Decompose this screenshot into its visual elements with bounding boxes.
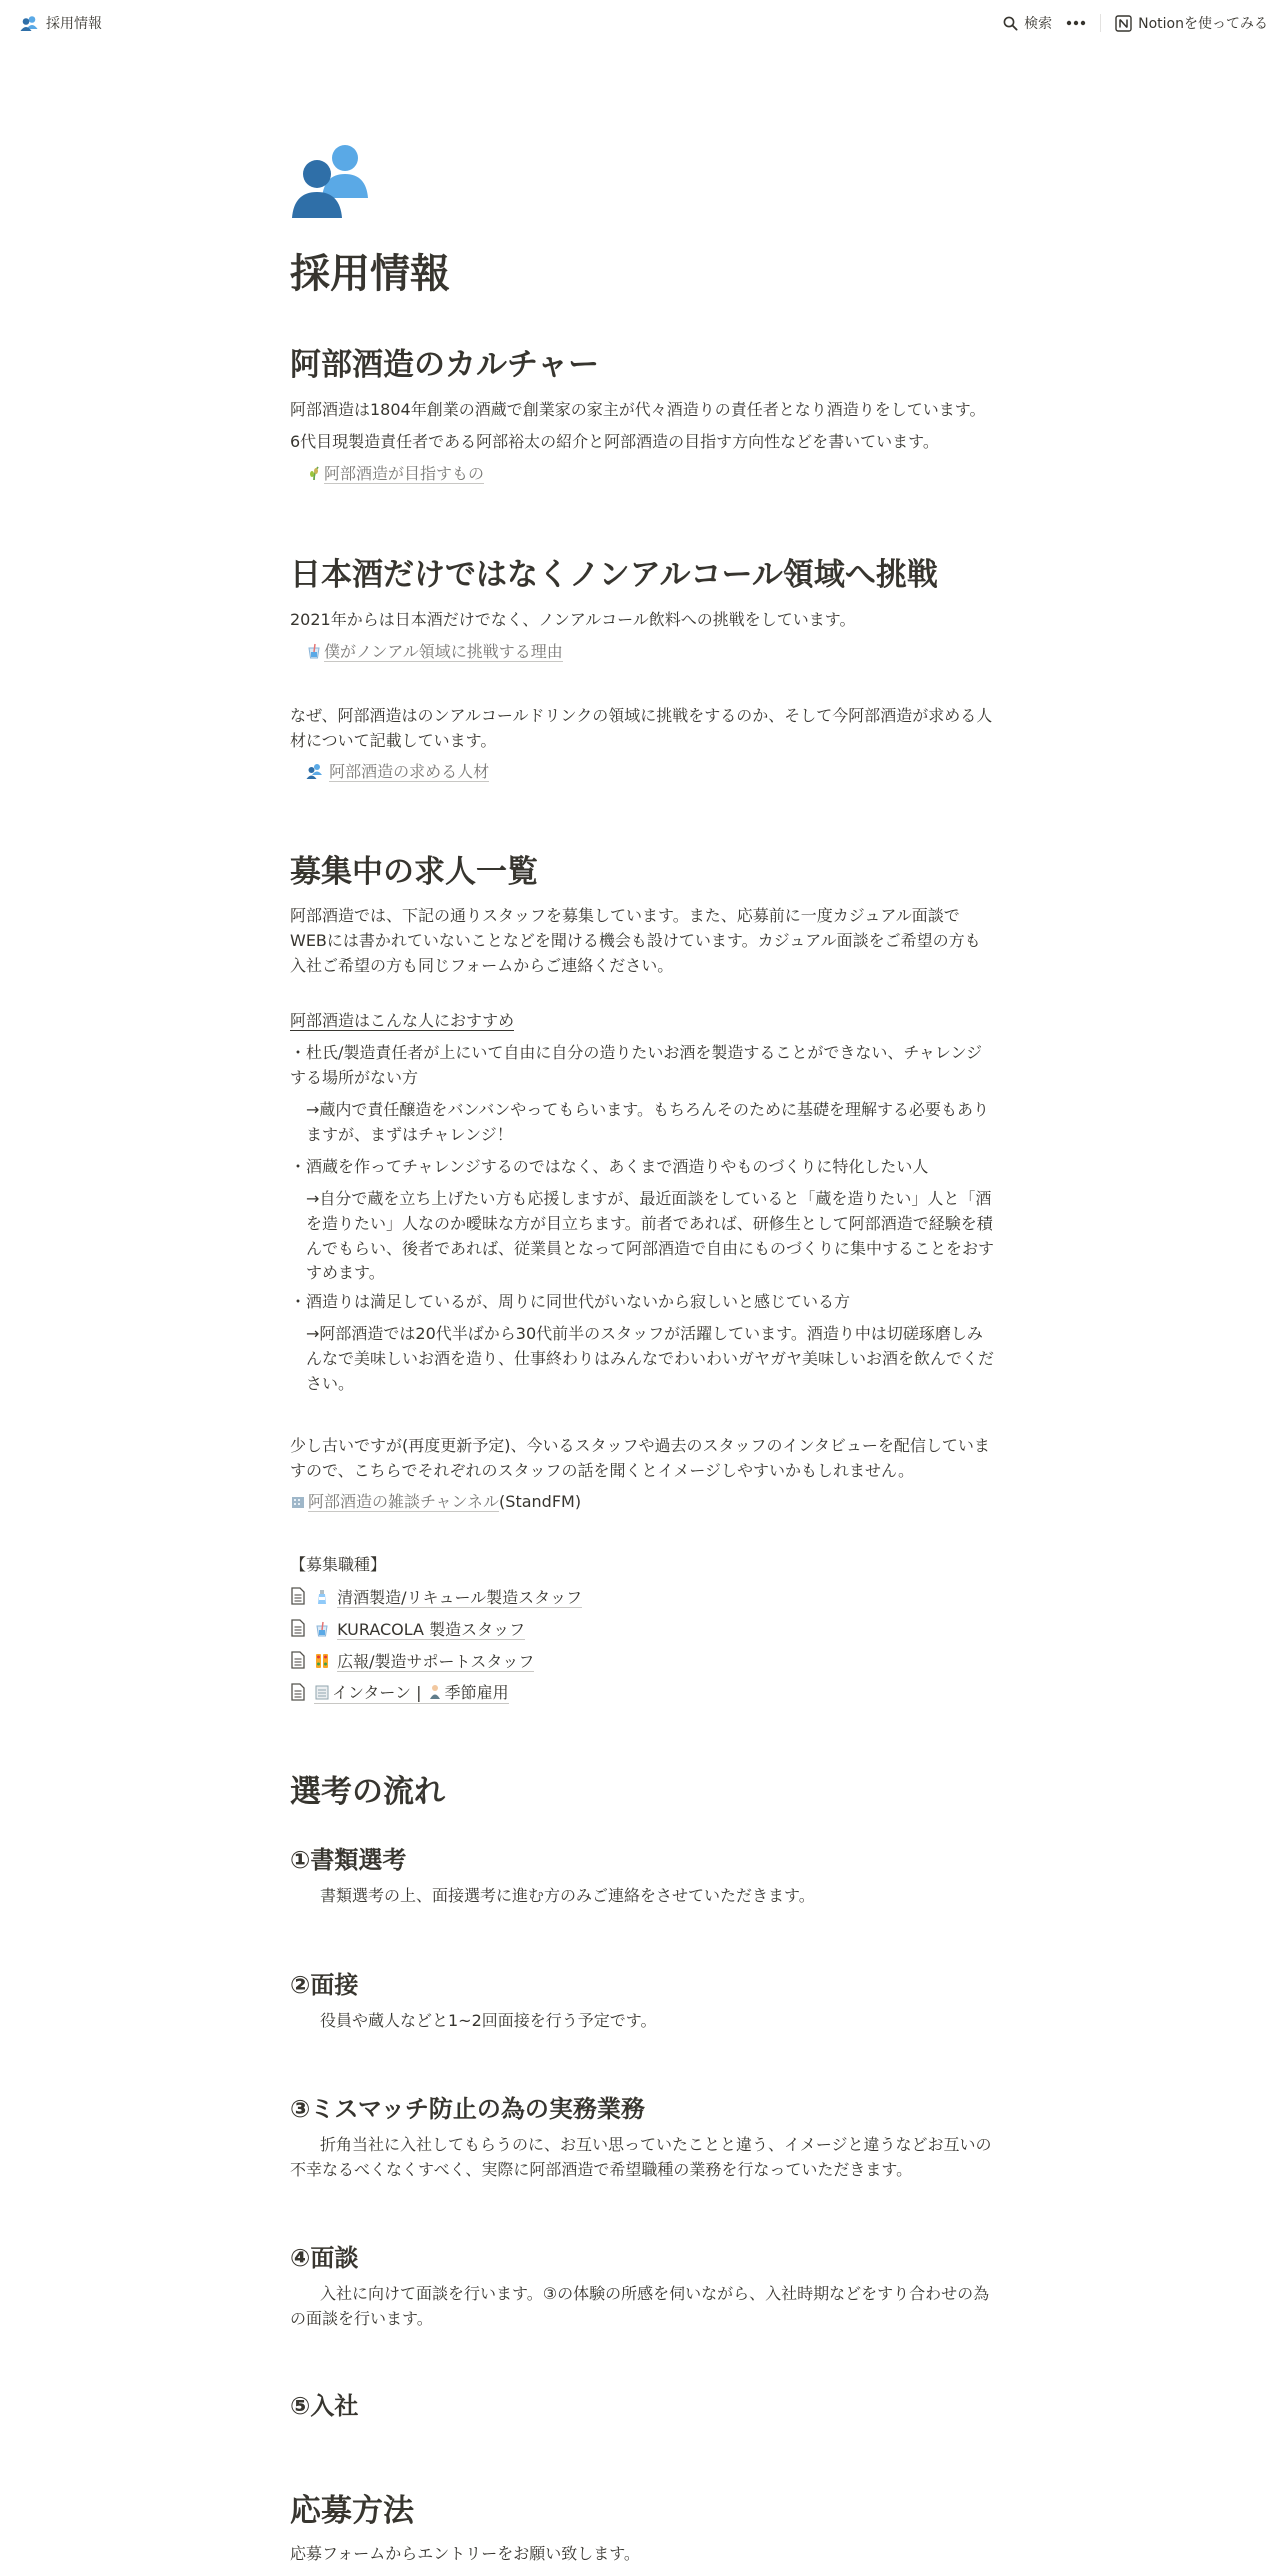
step1-text: 書類選考の上、面接選考に進む方のみご連絡をさせていただきます。 [320, 1886, 815, 1905]
nonalc-link2[interactable]: 阿部酒造の求める人材 [329, 762, 490, 781]
culture-heading: 阿部酒造のカルチャー [290, 347, 600, 383]
search-icon [1003, 16, 1018, 31]
recommend-3: ・酒造りは満足しているが、周りに同世代がいないから寂しいと感じている方 [290, 1292, 851, 1311]
sake-bottle-icon [314, 1589, 330, 1605]
step4-text: 入社に向けて面談を行います。③の体験の所感を伺いながら、入社時期などをすり合わせの為の面談を行います。 [290, 2284, 990, 2328]
positions-title: 【募集職種】 [290, 1555, 387, 1574]
step3-title: ③ミスマッチ防止の為の実務業務 [290, 2095, 645, 2123]
step3-text: 折角当社に入社してもらうのに、お互い思っていたことと違う、イメージと違うなどお互いの不幸なるべくなくすべく、実際に阿部酒造で希望職種の業務を行なっていただきます。 [290, 2135, 992, 2179]
try-notion-label: Notionを使ってみる [1138, 16, 1268, 32]
recommend-2-sub: →自分で蔵を立ち上げたい方も応援しますが、最近面談をしていると「蔵を造りたい」人と「酒を造りたい」人なのか曖昧な方が目立ちます。前者であれば、研修生として阿部酒造で経験を積んでもらい、後者であれば、従業員となって阿部酒造で自由にものづくりに集中することをおすすめます。 [306, 1189, 995, 1283]
step2-title: ②面接 [290, 1971, 359, 1999]
document-icon [290, 1651, 306, 1669]
channel-link[interactable]: 阿部酒造の雑談チャンネル [308, 1492, 500, 1511]
jobs-heading: 募集中の求人一覧 [290, 854, 538, 890]
person-icon [427, 1684, 443, 1700]
intern-label: インターン | [332, 1683, 427, 1702]
selection-heading: 選考の流れ [290, 1774, 445, 1810]
nonalc-link2-row [290, 760, 995, 785]
step2-text: 役員や蔵人などと1~2回面接を行う予定です。 [320, 2011, 657, 2030]
rice-plant-icon [306, 465, 322, 481]
more-button[interactable] [1066, 20, 1086, 26]
nonalc-line2: なぜ、阿部酒造はのンアルコールドリンクの領域に挑戦をするのか、そして今阿部酒造が求める人材について記載しています。 [290, 706, 993, 750]
channel-suffix: (StandFM) [499, 1492, 582, 1511]
document-icon [290, 1619, 306, 1637]
jobs-intro: 阿部酒造では、下記の通りスタッフを募集しています。また、応募前に一度カジュアル面談でWEBには書かれていないことなどを聞ける機会も設けています。カジュアル面談をご希望の方も入社ご希望の方も同じフォームからご連絡ください。 [290, 906, 981, 975]
recommend-1-sub: →蔵内で責任醸造をバンバンやってもらいます。もちろんそのために基礎を理解する必要もありますが、まずはチャレンジ！ [306, 1100, 990, 1144]
breadcrumb-label[interactable]: 採用情報 [46, 16, 102, 32]
drink-icon [306, 643, 322, 659]
nonalc-link1-row [290, 640, 995, 665]
recommend-1: ・杜氏/製造責任者が上にいて自由に自分の造りたいお酒を製造することができない、チャレンジする場所がない方 [290, 1043, 983, 1087]
interview-text: 少し古いですが(再度更新予定)、今いるスタッフや過去のスタッフのインタビューを配信していますので、こちらでそれぞれのスタッフの話を聞くとイメージしやすいかもしれません。 [290, 1436, 990, 1480]
people-icon [20, 15, 38, 31]
recommend-3-sub: →阿部酒造では20代半ばから30代前半のスタッフが活躍しています。酒造り中は切磋琢磨しみんなで美味しいお酒を造り、仕事終わりはみんなでわいわいガヤガヤ美味しいお酒を飲んでください。 [306, 1324, 995, 1393]
nonalc-line1: 2021年からは日本酒だけでなく、ノンアルコール飲料への挑戦をしています。 [290, 610, 856, 629]
page-people-icon[interactable] [290, 140, 370, 220]
more-icon [1066, 20, 1086, 26]
position-label-3[interactable]: 広報/製造サポートスタッフ [337, 1651, 535, 1671]
step1-title: ①書類選考 [290, 1846, 407, 1874]
step5-title: ⑤入社 [290, 2392, 359, 2420]
position-label-4[interactable] [314, 1680, 509, 1704]
position-item[interactable] [290, 1647, 534, 1673]
position-item[interactable] [290, 1679, 509, 1705]
drink-icon [314, 1621, 330, 1637]
recommend-title [290, 1009, 995, 1034]
step4-title: ④面談 [290, 2244, 359, 2272]
apply-heading: 応募方法 [290, 2493, 414, 2529]
notion-logo-icon [1115, 15, 1132, 32]
breadcrumb[interactable] [20, 13, 102, 33]
position-item[interactable] [290, 1583, 582, 1609]
try-notion-button[interactable] [1115, 13, 1268, 33]
page-title: 採用情報 [290, 251, 450, 297]
culture-link[interactable]: 阿部酒造が目指すもの [324, 464, 485, 483]
nonalc-link1[interactable]: 僕がノンアル領域に挑戦する理由 [324, 642, 563, 661]
position-label-2[interactable]: KURACOLA 製造スタッフ [337, 1619, 526, 1639]
top-bar [0, 0, 1284, 46]
culture-link-row [290, 462, 995, 487]
search-label: 検索 [1024, 16, 1053, 32]
culture-line1: 阿部酒造は1804年創業の酒蔵で創業家の家主が代々酒造りの責任者となり酒造りをしています。 [290, 400, 986, 419]
position-label-1[interactable]: 清酒製造/リキュール製造スタッフ [337, 1587, 583, 1607]
apply-text: 応募フォームからエントリーをお願い致します。 [290, 2544, 640, 2563]
document-icon [290, 1587, 306, 1605]
recommend-title-text: 阿部酒造はこんな人におすすめ [290, 1011, 515, 1030]
people-icon [306, 763, 322, 779]
topbar-divider [1100, 14, 1101, 32]
culture-line2: 6代目現製造責任者である阿部裕太の紹介と阿部酒造の目指す方向性などを書いています。 [290, 432, 939, 451]
nonalc-heading: 日本酒だけではなくノンアルコール領域へ挑戦 [290, 557, 938, 593]
traffic-light-icon [314, 1653, 330, 1669]
seasonal-label: 季節雇用 [444, 1683, 509, 1702]
document-icon [290, 1683, 306, 1701]
building-icon [290, 1493, 306, 1509]
notepad-icon [314, 1684, 330, 1700]
recommend-2: ・酒蔵を作ってチャレンジするのではなく、あくまで酒造りやものづくりに特化したい人 [290, 1157, 929, 1176]
search-button[interactable] [1003, 13, 1052, 33]
channel-row [290, 1490, 995, 1515]
position-item[interactable] [290, 1615, 525, 1641]
